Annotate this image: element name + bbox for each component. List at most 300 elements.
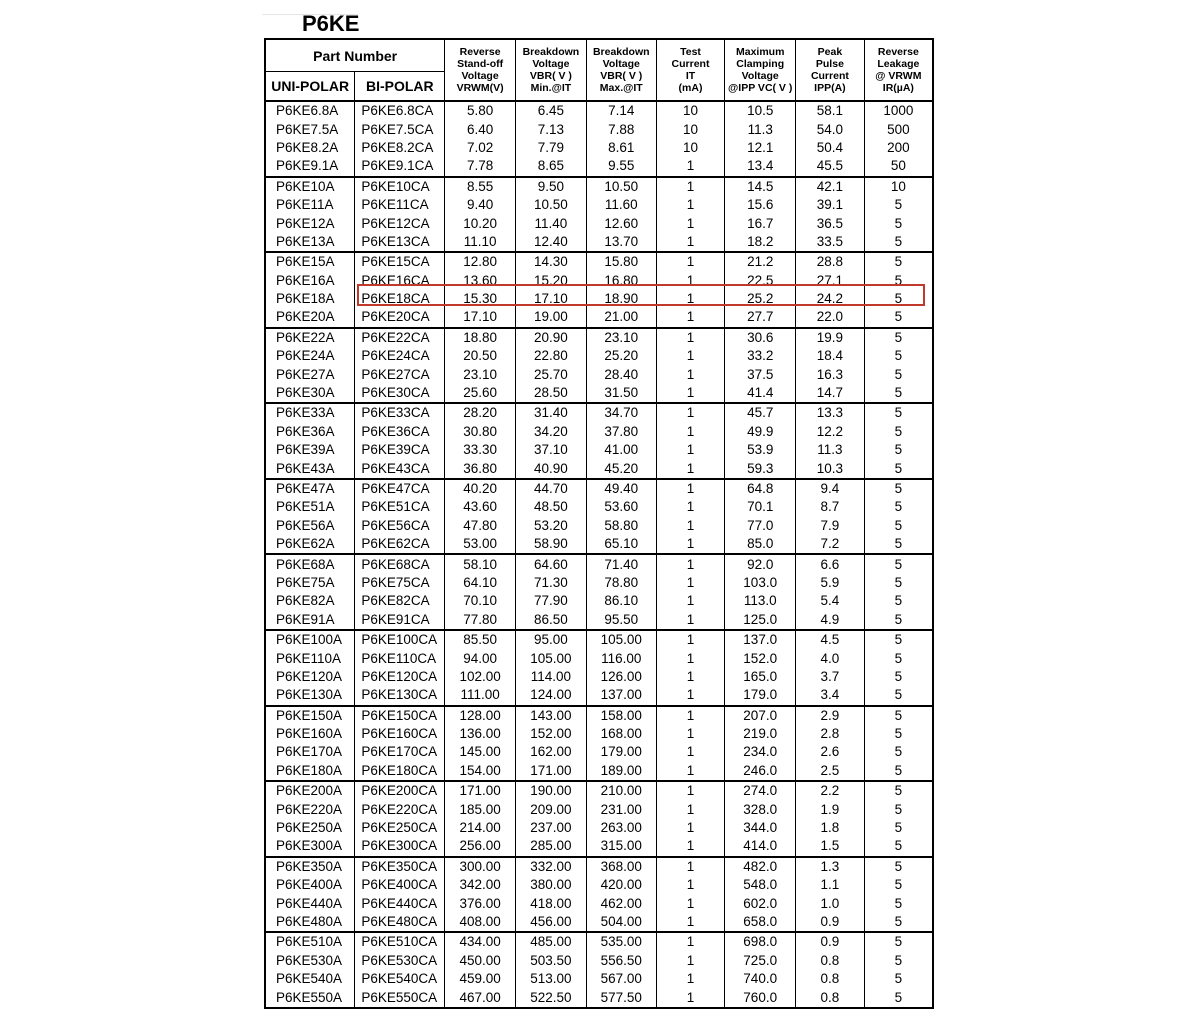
uni-polar-part-cell: P6KE350A: [265, 857, 355, 876]
reverse-standoff-voltage-cell: 7.02: [445, 139, 516, 157]
uni-polar-part-cell: P6KE6.8A: [265, 101, 355, 120]
table-row: [265, 837, 933, 856]
uni-polar-part-cell: P6KE62A: [265, 535, 355, 554]
clamping-voltage-cell: 234.0: [725, 743, 796, 761]
test-current-cell: 1: [656, 157, 725, 176]
breakdown-min-cell: 380.00: [515, 876, 586, 894]
bi-polar-part-cell: P6KE7.5CA: [355, 120, 445, 138]
uni-polar-part-cell: P6KE180A: [265, 762, 355, 781]
table-row: [265, 308, 933, 327]
table-row: [265, 781, 933, 800]
uni-polar-part-cell: P6KE160A: [265, 725, 355, 743]
table-row: [265, 743, 933, 761]
peak-pulse-current-cell: 1.0: [796, 894, 865, 912]
reverse-standoff-voltage-cell: 8.55: [445, 177, 516, 196]
bi-polar-part-cell: P6KE8.2CA: [355, 139, 445, 157]
peak-pulse-current-cell: 1.8: [796, 819, 865, 837]
breakdown-min-cell: 522.50: [515, 988, 586, 1007]
reverse-standoff-voltage-cell: 58.10: [445, 554, 516, 573]
bi-polar-part-cell: P6KE30CA: [355, 384, 445, 403]
uni-polar-part-cell: P6KE540A: [265, 970, 355, 988]
breakdown-max-cell: 95.50: [586, 611, 656, 630]
reverse-standoff-voltage-cell: 64.10: [445, 574, 516, 592]
bi-polar-part-cell: P6KE550CA: [355, 988, 445, 1007]
table-row: [265, 762, 933, 781]
test-current-cell: 1: [656, 970, 725, 988]
table-row: [265, 328, 933, 347]
clamping-voltage-cell: 328.0: [725, 800, 796, 818]
uni-polar-part-cell: P6KE18A: [265, 290, 355, 308]
reverse-leakage-cell: 5: [864, 328, 933, 347]
peak-pulse-current-cell: 2.8: [796, 725, 865, 743]
bi-polar-part-cell: P6KE15CA: [355, 252, 445, 271]
breakdown-max-cell: 126.00: [586, 668, 656, 686]
bi-polar-part-cell: P6KE480CA: [355, 913, 445, 932]
breakdown-min-cell: 71.30: [515, 574, 586, 592]
bi-polar-part-cell: P6KE56CA: [355, 517, 445, 535]
reverse-leakage-cell: 5: [864, 686, 933, 705]
breakdown-max-cell: 116.00: [586, 649, 656, 667]
table-row: [265, 668, 933, 686]
reverse-leakage-cell: 5: [864, 290, 933, 308]
breakdown-min-cell: 9.50: [515, 177, 586, 196]
breakdown-min-cell: 86.50: [515, 611, 586, 630]
table-row: [265, 272, 933, 290]
breakdown-max-cell: 567.00: [586, 970, 656, 988]
reverse-leakage-cell: 5: [864, 517, 933, 535]
test-current-cell: 1: [656, 668, 725, 686]
peak-pulse-current-cell: 4.9: [796, 611, 865, 630]
reverse-standoff-voltage-cell: 434.00: [445, 932, 516, 951]
peak-pulse-current-cell: 24.2: [796, 290, 865, 308]
reverse-standoff-voltage-cell: 20.50: [445, 347, 516, 365]
reverse-standoff-voltage-cell: 36.80: [445, 459, 516, 478]
breakdown-min-cell: 95.00: [515, 630, 586, 649]
breakdown-min-cell: 64.60: [515, 554, 586, 573]
table-row: [265, 120, 933, 138]
reverse-leakage-cell: 5: [864, 743, 933, 761]
reverse-leakage-cell: 5: [864, 781, 933, 800]
test-current-cell: 1: [656, 686, 725, 705]
reverse-leakage-cell: 5: [864, 857, 933, 876]
bi-polar-part-cell: P6KE150CA: [355, 706, 445, 725]
test-current-cell: 1: [656, 781, 725, 800]
bi-polar-part-cell: P6KE12CA: [355, 214, 445, 232]
peak-pulse-current-cell: 13.3: [796, 403, 865, 422]
uni-polar-part-cell: P6KE39A: [265, 441, 355, 459]
table-row: [265, 932, 933, 951]
uni-polar-part-cell: P6KE30A: [265, 384, 355, 403]
reverse-leakage-cell: 5: [864, 668, 933, 686]
reverse-standoff-voltage-cell: 102.00: [445, 668, 516, 686]
spec-table: [264, 38, 934, 1009]
clamping-voltage-cell: 30.6: [725, 328, 796, 347]
test-current-cell: 1: [656, 233, 725, 252]
reverse-standoff-voltage-cell: 214.00: [445, 819, 516, 837]
breakdown-min-cell: 31.40: [515, 403, 586, 422]
test-current-cell: 10: [656, 120, 725, 138]
reverse-leakage-cell: 5: [864, 592, 933, 610]
reverse-standoff-voltage-cell: 256.00: [445, 837, 516, 856]
table-row: [265, 196, 933, 214]
peak-pulse-current-cell: 39.1: [796, 196, 865, 214]
test-current-cell: 1: [656, 479, 725, 498]
clamping-voltage-cell: 152.0: [725, 649, 796, 667]
uni-polar-part-cell: P6KE51A: [265, 498, 355, 516]
reverse-leakage-cell: 200: [864, 139, 933, 157]
uni-polar-part-cell: P6KE130A: [265, 686, 355, 705]
reverse-leakage-cell: 5: [864, 441, 933, 459]
reverse-leakage-cell: 5: [864, 535, 933, 554]
reverse-standoff-voltage-cell: 23.10: [445, 365, 516, 383]
breakdown-max-cell: 189.00: [586, 762, 656, 781]
reverse-standoff-voltage-cell: 300.00: [445, 857, 516, 876]
clamping-voltage-cell: 10.5: [725, 101, 796, 120]
table-row: [265, 384, 933, 403]
peak-pulse-current-cell: 2.6: [796, 743, 865, 761]
table-row: [265, 214, 933, 232]
breakdown-max-cell: 556.50: [586, 952, 656, 970]
clamping-voltage-cell: 13.4: [725, 157, 796, 176]
breakdown-min-cell: 15.20: [515, 272, 586, 290]
reverse-leakage-cell: 5: [864, 574, 933, 592]
test-current-cell: 10: [656, 101, 725, 120]
breakdown-max-cell: 34.70: [586, 403, 656, 422]
clamping-voltage-cell: 92.0: [725, 554, 796, 573]
breakdown-min-cell: 58.90: [515, 535, 586, 554]
breakdown-min-cell: 485.00: [515, 932, 586, 951]
test-current-cell: 1: [656, 932, 725, 951]
reverse-leakage-cell: 5: [864, 347, 933, 365]
bi-polar-part-cell: P6KE13CA: [355, 233, 445, 252]
clamping-voltage-cell: 45.7: [725, 403, 796, 422]
clamping-voltage-cell: 482.0: [725, 857, 796, 876]
test-current-cell: 1: [656, 290, 725, 308]
reverse-leakage-cell: 5: [864, 196, 933, 214]
table-row: [265, 611, 933, 630]
reverse-leakage-cell: 5: [864, 272, 933, 290]
breakdown-max-cell: 158.00: [586, 706, 656, 725]
clamping-voltage-cell: 37.5: [725, 365, 796, 383]
breakdown-min-cell: 285.00: [515, 837, 586, 856]
uni-polar-part-cell: P6KE120A: [265, 668, 355, 686]
reverse-standoff-voltage-cell: 111.00: [445, 686, 516, 705]
reverse-leakage-cell: 5: [864, 952, 933, 970]
uni-polar-part-cell: P6KE8.2A: [265, 139, 355, 157]
bi-polar-part-cell: P6KE33CA: [355, 403, 445, 422]
bi-polar-part-cell: P6KE22CA: [355, 328, 445, 347]
reverse-standoff-voltage-cell: 15.30: [445, 290, 516, 308]
bi-polar-part-cell: P6KE75CA: [355, 574, 445, 592]
bi-polar-part-cell: P6KE220CA: [355, 800, 445, 818]
peak-pulse-current-cell: 18.4: [796, 347, 865, 365]
breakdown-max-cell: 71.40: [586, 554, 656, 573]
test-current-cell: 1: [656, 196, 725, 214]
uni-polar-part-cell: P6KE300A: [265, 837, 355, 856]
part-number-header: Part Number: [265, 39, 445, 72]
clamping-voltage-cell: 137.0: [725, 630, 796, 649]
table-row: [265, 876, 933, 894]
peak-pulse-current-cell: 58.1: [796, 101, 865, 120]
clamping-voltage-cell: 246.0: [725, 762, 796, 781]
breakdown-min-cell: 8.65: [515, 157, 586, 176]
breakdown-max-cell: 462.00: [586, 894, 656, 912]
clamping-voltage-cell: 12.1: [725, 139, 796, 157]
peak-pulse-current-cell: 3.7: [796, 668, 865, 686]
bi-polar-part-cell: P6KE47CA: [355, 479, 445, 498]
clamping-voltage-cell: 414.0: [725, 837, 796, 856]
table-row: [265, 819, 933, 837]
peak-pulse-current-cell: 7.9: [796, 517, 865, 535]
breakdown-max-cell: 78.80: [586, 574, 656, 592]
uni-polar-part-cell: P6KE100A: [265, 630, 355, 649]
reverse-standoff-voltage-cell: 40.20: [445, 479, 516, 498]
test-current-cell: 1: [656, 498, 725, 516]
peak-pulse-current-cell: 4.0: [796, 649, 865, 667]
breakdown-max-cell: 21.00: [586, 308, 656, 327]
uni-polar-part-cell: P6KE200A: [265, 781, 355, 800]
reverse-standoff-voltage-cell: 77.80: [445, 611, 516, 630]
reverse-standoff-voltage-cell: 6.40: [445, 120, 516, 138]
uni-polar-part-cell: P6KE33A: [265, 403, 355, 422]
clamping-voltage-cell: 179.0: [725, 686, 796, 705]
bi-polar-part-cell: P6KE6.8CA: [355, 101, 445, 120]
test-current-cell: 10: [656, 139, 725, 157]
reverse-standoff-voltage-cell: 450.00: [445, 952, 516, 970]
reverse-standoff-voltage-cell: 11.10: [445, 233, 516, 252]
table-row: [265, 574, 933, 592]
uni-polar-part-cell: P6KE110A: [265, 649, 355, 667]
table-row: [265, 177, 933, 196]
uni-polar-part-cell: P6KE250A: [265, 819, 355, 837]
reverse-standoff-voltage-cell: 33.30: [445, 441, 516, 459]
reverse-leakage-cell: 5: [864, 403, 933, 422]
breakdown-max-cell: 13.70: [586, 233, 656, 252]
col-header-reverse-standoff: Reverse Stand-off Voltage VRWM(V): [445, 39, 516, 101]
uni-polar-part-cell: P6KE91A: [265, 611, 355, 630]
uni-polar-part-cell: P6KE11A: [265, 196, 355, 214]
table-row: [265, 233, 933, 252]
clamping-voltage-cell: 14.5: [725, 177, 796, 196]
peak-pulse-current-cell: 9.4: [796, 479, 865, 498]
bi-polar-part-cell: P6KE68CA: [355, 554, 445, 573]
table-row: [265, 347, 933, 365]
test-current-cell: 1: [656, 762, 725, 781]
clamping-voltage-cell: 11.3: [725, 120, 796, 138]
reverse-leakage-cell: 5: [864, 876, 933, 894]
bi-polar-part-cell: P6KE120CA: [355, 668, 445, 686]
bi-polar-part-cell: P6KE18CA: [355, 290, 445, 308]
breakdown-max-cell: 16.80: [586, 272, 656, 290]
reverse-leakage-cell: 5: [864, 252, 933, 271]
table-row: [265, 403, 933, 422]
bi-polar-part-cell: P6KE170CA: [355, 743, 445, 761]
breakdown-max-cell: 25.20: [586, 347, 656, 365]
bi-polar-part-cell: P6KE300CA: [355, 837, 445, 856]
clamping-voltage-cell: 658.0: [725, 913, 796, 932]
breakdown-max-cell: 7.14: [586, 101, 656, 120]
reverse-leakage-cell: 5: [864, 649, 933, 667]
clamping-voltage-cell: 274.0: [725, 781, 796, 800]
clamping-voltage-cell: 207.0: [725, 706, 796, 725]
breakdown-max-cell: 49.40: [586, 479, 656, 498]
breakdown-min-cell: 114.00: [515, 668, 586, 686]
uni-polar-part-cell: P6KE24A: [265, 347, 355, 365]
bi-polar-part-cell: P6KE110CA: [355, 649, 445, 667]
test-current-cell: 1: [656, 272, 725, 290]
breakdown-max-cell: 8.61: [586, 139, 656, 157]
breakdown-max-cell: 210.00: [586, 781, 656, 800]
test-current-cell: 1: [656, 611, 725, 630]
test-current-cell: 1: [656, 535, 725, 554]
table-row: [265, 988, 933, 1007]
uni-polar-part-cell: P6KE150A: [265, 706, 355, 725]
table-row: [265, 686, 933, 705]
reverse-standoff-voltage-cell: 5.80: [445, 101, 516, 120]
breakdown-min-cell: 162.00: [515, 743, 586, 761]
breakdown-min-cell: 105.00: [515, 649, 586, 667]
breakdown-min-cell: 20.90: [515, 328, 586, 347]
clamping-voltage-cell: 25.2: [725, 290, 796, 308]
reverse-leakage-cell: 5: [864, 365, 933, 383]
test-current-cell: 1: [656, 876, 725, 894]
clamping-voltage-cell: 18.2: [725, 233, 796, 252]
clamping-voltage-cell: 113.0: [725, 592, 796, 610]
peak-pulse-current-cell: 1.1: [796, 876, 865, 894]
breakdown-min-cell: 37.10: [515, 441, 586, 459]
uni-polar-part-cell: P6KE480A: [265, 913, 355, 932]
bi-polar-part-cell: P6KE350CA: [355, 857, 445, 876]
breakdown-min-cell: 28.50: [515, 384, 586, 403]
peak-pulse-current-cell: 27.1: [796, 272, 865, 290]
reverse-leakage-cell: 5: [864, 800, 933, 818]
reverse-standoff-voltage-cell: 43.60: [445, 498, 516, 516]
table-row: [265, 706, 933, 725]
bi-polar-part-cell: P6KE530CA: [355, 952, 445, 970]
reverse-leakage-cell: 5: [864, 988, 933, 1007]
peak-pulse-current-cell: 2.2: [796, 781, 865, 800]
bi-polar-part-cell: P6KE440CA: [355, 894, 445, 912]
breakdown-max-cell: 45.20: [586, 459, 656, 478]
breakdown-min-cell: 22.80: [515, 347, 586, 365]
page-title: P6KE: [302, 11, 360, 36]
peak-pulse-current-cell: 4.5: [796, 630, 865, 649]
peak-pulse-current-cell: 2.5: [796, 762, 865, 781]
table-row: [265, 139, 933, 157]
test-current-cell: 1: [656, 706, 725, 725]
clamping-voltage-cell: 85.0: [725, 535, 796, 554]
bi-polar-part-cell: P6KE510CA: [355, 932, 445, 951]
uni-polar-part-cell: P6KE400A: [265, 876, 355, 894]
table-row: [265, 649, 933, 667]
table-row: [265, 479, 933, 498]
breakdown-min-cell: 190.00: [515, 781, 586, 800]
peak-pulse-current-cell: 42.1: [796, 177, 865, 196]
table-row: [265, 441, 933, 459]
test-current-cell: 1: [656, 403, 725, 422]
breakdown-min-cell: 456.00: [515, 913, 586, 932]
table-row: [265, 252, 933, 271]
reverse-leakage-cell: 5: [864, 630, 933, 649]
reverse-standoff-voltage-cell: 18.80: [445, 328, 516, 347]
bi-polar-header: BI-POLAR: [355, 72, 445, 102]
reverse-standoff-voltage-cell: 459.00: [445, 970, 516, 988]
breakdown-max-cell: 105.00: [586, 630, 656, 649]
bi-polar-part-cell: P6KE400CA: [355, 876, 445, 894]
reverse-standoff-voltage-cell: 9.40: [445, 196, 516, 214]
breakdown-min-cell: 25.70: [515, 365, 586, 383]
breakdown-max-cell: 9.55: [586, 157, 656, 176]
table-row: [265, 800, 933, 818]
breakdown-max-cell: 420.00: [586, 876, 656, 894]
clamping-voltage-cell: 70.1: [725, 498, 796, 516]
test-current-cell: 1: [656, 384, 725, 403]
peak-pulse-current-cell: 3.4: [796, 686, 865, 705]
breakdown-max-cell: 41.00: [586, 441, 656, 459]
uni-polar-part-cell: P6KE16A: [265, 272, 355, 290]
breakdown-max-cell: 18.90: [586, 290, 656, 308]
bi-polar-part-cell: P6KE16CA: [355, 272, 445, 290]
breakdown-max-cell: 53.60: [586, 498, 656, 516]
breakdown-max-cell: 368.00: [586, 857, 656, 876]
table-row: [265, 857, 933, 876]
breakdown-max-cell: 535.00: [586, 932, 656, 951]
bi-polar-part-cell: P6KE200CA: [355, 781, 445, 800]
breakdown-max-cell: 37.80: [586, 423, 656, 441]
peak-pulse-current-cell: 7.2: [796, 535, 865, 554]
breakdown-max-cell: 137.00: [586, 686, 656, 705]
breakdown-min-cell: 17.10: [515, 290, 586, 308]
clamping-voltage-cell: 698.0: [725, 932, 796, 951]
reverse-standoff-voltage-cell: 171.00: [445, 781, 516, 800]
bi-polar-part-cell: P6KE43CA: [355, 459, 445, 478]
peak-pulse-current-cell: 0.8: [796, 952, 865, 970]
clamping-voltage-cell: 125.0: [725, 611, 796, 630]
clamping-voltage-cell: 740.0: [725, 970, 796, 988]
peak-pulse-current-cell: 11.3: [796, 441, 865, 459]
uni-polar-part-cell: P6KE20A: [265, 308, 355, 327]
reverse-standoff-voltage-cell: 136.00: [445, 725, 516, 743]
table-row: [265, 725, 933, 743]
test-current-cell: 1: [656, 214, 725, 232]
breakdown-min-cell: 152.00: [515, 725, 586, 743]
table-row: [265, 592, 933, 610]
reverse-standoff-voltage-cell: 25.60: [445, 384, 516, 403]
test-current-cell: 1: [656, 574, 725, 592]
clamping-voltage-cell: 59.3: [725, 459, 796, 478]
peak-pulse-current-cell: 28.8: [796, 252, 865, 271]
reverse-standoff-voltage-cell: 376.00: [445, 894, 516, 912]
peak-pulse-current-cell: 12.2: [796, 423, 865, 441]
clamping-voltage-cell: 27.7: [725, 308, 796, 327]
table-row: [265, 290, 933, 308]
clamping-voltage-cell: 49.9: [725, 423, 796, 441]
table-row: [265, 554, 933, 573]
clamping-voltage-cell: 77.0: [725, 517, 796, 535]
breakdown-min-cell: 77.90: [515, 592, 586, 610]
peak-pulse-current-cell: 0.8: [796, 970, 865, 988]
test-current-cell: 1: [656, 894, 725, 912]
test-current-cell: 1: [656, 459, 725, 478]
clamping-voltage-cell: 16.7: [725, 214, 796, 232]
bi-polar-part-cell: P6KE91CA: [355, 611, 445, 630]
peak-pulse-current-cell: 50.4: [796, 139, 865, 157]
breakdown-min-cell: 124.00: [515, 686, 586, 705]
reverse-leakage-cell: 5: [864, 725, 933, 743]
peak-pulse-current-cell: 10.3: [796, 459, 865, 478]
test-current-cell: 1: [656, 441, 725, 459]
test-current-cell: 1: [656, 423, 725, 441]
